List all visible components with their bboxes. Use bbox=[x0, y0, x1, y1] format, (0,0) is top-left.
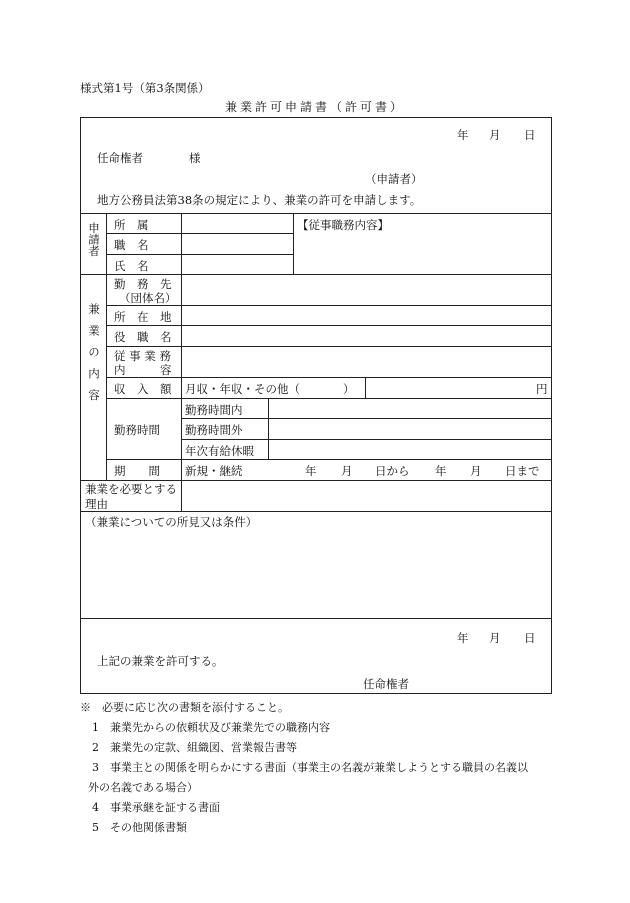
rule-hours-in bbox=[181, 418, 551, 419]
approval-signer: 任命権者 bbox=[363, 677, 409, 691]
approval-date-year: 年 bbox=[457, 631, 469, 645]
note-item: 5 その他関係書類 bbox=[92, 821, 187, 834]
addressee: 任命権者 bbox=[97, 151, 143, 165]
application-statement: 地方公務員法第38条の規定により、兼業の許可を申請します。 bbox=[97, 193, 422, 207]
approval-statement: 上記の兼業を許可する。 bbox=[97, 654, 224, 668]
note-item: 4 事業承継を証する書面 bbox=[92, 801, 220, 814]
income-types: 月収・年収・その他（ bbox=[185, 382, 300, 396]
duties-label-line1: 従 事 業 務 bbox=[114, 349, 171, 363]
note-item-continuation: 外の名義である場合） bbox=[88, 781, 198, 794]
rule-duties-divider bbox=[293, 213, 294, 274]
rule-side-job-top bbox=[81, 274, 551, 275]
income-unit: 円 bbox=[536, 382, 548, 396]
period-start-year: 年 bbox=[305, 464, 317, 478]
attachment-notes bbox=[80, 698, 560, 838]
notes-header: ※ 必要に応じ次の書類を添付すること。 bbox=[80, 701, 289, 714]
address-label: 所 在 地 bbox=[114, 310, 172, 324]
rule-income-divider bbox=[365, 377, 366, 398]
period-end-month: 月 bbox=[470, 464, 482, 478]
rule-income bbox=[106, 398, 551, 399]
approval-date-month: 月 bbox=[489, 631, 501, 645]
duties-label-line2: 内 容 bbox=[114, 363, 172, 377]
name-label: 氏 名 bbox=[114, 259, 149, 273]
rule-position bbox=[106, 254, 293, 255]
period-type: 新規・継続 bbox=[185, 464, 243, 478]
hours-label: 勤務時間 bbox=[114, 423, 160, 437]
applicant-section-label: 申請者 bbox=[87, 222, 101, 257]
rule-affiliation bbox=[106, 233, 293, 234]
applicant-label: （申請者） bbox=[365, 172, 423, 186]
job-title-label: 役 職 名 bbox=[114, 330, 172, 344]
note-item: 2 兼業先の定款、組織図、営業報告書等 bbox=[92, 741, 297, 754]
rule-section-label-divider bbox=[106, 213, 107, 480]
period-end-year: 年 bbox=[435, 464, 447, 478]
form-number: 様式第1号（第3条関係） bbox=[80, 81, 210, 95]
honorific: 様 bbox=[189, 151, 201, 165]
approval-date-day: 日 bbox=[524, 631, 536, 645]
reason-label: 兼業を必要とする理由 bbox=[85, 482, 177, 511]
rule-hours-out bbox=[181, 439, 551, 440]
rule-period bbox=[81, 480, 551, 481]
application-date-year: 年 bbox=[457, 128, 469, 142]
period-end-day: 日まで bbox=[505, 464, 540, 478]
rule-title bbox=[106, 346, 551, 347]
workplace-label: 勤 務 先 bbox=[114, 277, 172, 291]
side-job-section-label: 兼業の内容 bbox=[87, 303, 101, 411]
rule-address bbox=[106, 325, 551, 326]
rule-applicant-top bbox=[81, 213, 551, 214]
rule-leave bbox=[106, 459, 551, 460]
affiliation-label: 所 属 bbox=[114, 218, 149, 232]
rule-hours-divider bbox=[268, 398, 269, 459]
paid-leave-label: 年次有給休暇 bbox=[185, 444, 254, 458]
opinion-label: （兼業についての所見又は条件） bbox=[85, 515, 258, 529]
note-item: 3 事業主との関係を明らかにする書面（事業主の名義が兼業しようとする職員の名義以 bbox=[92, 761, 528, 774]
period-start-month: 月 bbox=[341, 464, 353, 478]
period-start-day: 日から bbox=[375, 464, 410, 478]
rule-field-label-divider bbox=[181, 213, 182, 511]
income-close: ） bbox=[343, 382, 355, 396]
workplace-sub-label: （団体名） bbox=[119, 291, 177, 305]
income-label: 収 入 額 bbox=[114, 382, 172, 396]
current-duties-label: 【従事職務内容】 bbox=[297, 218, 389, 232]
period-label: 期 間 bbox=[114, 464, 160, 478]
rule-opinion bbox=[81, 618, 551, 619]
application-date-month: 月 bbox=[489, 128, 501, 142]
note-item: 1 兼業先からの依頼状及び兼業先での職務内容 bbox=[92, 721, 330, 734]
hours-outside-label: 勤務時間外 bbox=[185, 423, 243, 437]
application-date-day: 日 bbox=[524, 128, 536, 142]
application-form-table bbox=[80, 117, 552, 694]
form-title: 兼業許可申請書（許可書） bbox=[224, 100, 405, 114]
hours-within-label: 勤務時間内 bbox=[185, 403, 243, 417]
position-label: 職 名 bbox=[114, 238, 149, 252]
